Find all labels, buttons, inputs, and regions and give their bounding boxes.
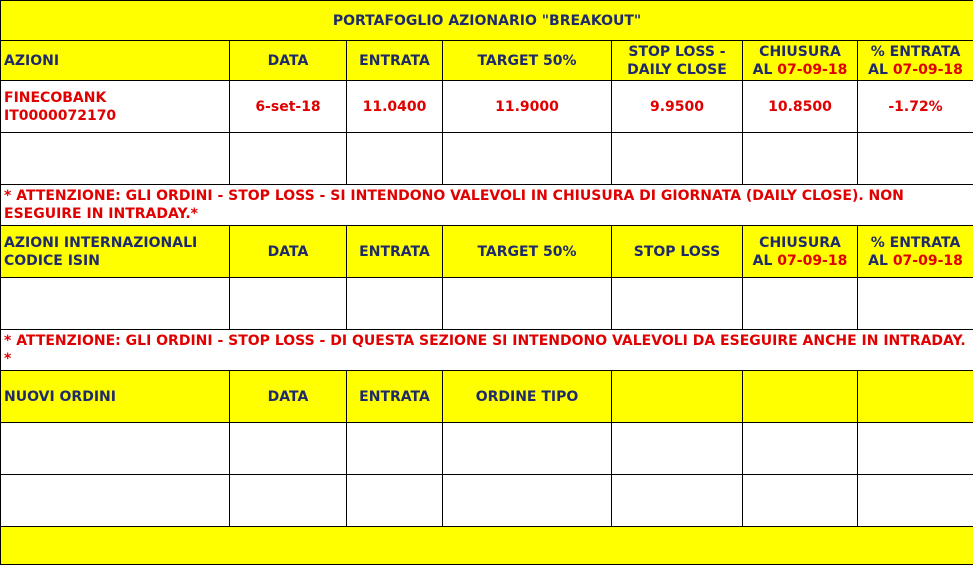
table-row bbox=[1, 423, 973, 475]
header-chiusura bbox=[743, 41, 858, 81]
empty-cell bbox=[443, 133, 612, 185]
empty-cell bbox=[858, 133, 973, 185]
header-stop-loss: STOP LOSS bbox=[612, 226, 743, 278]
header-stop-loss-line2: DAILY CLOSE bbox=[627, 61, 727, 78]
header-pct-line1: % ENTRATA bbox=[870, 43, 961, 60]
page-title: PORTAFOGLIO AZIONARIO "BREAKOUT" bbox=[1, 1, 973, 41]
header-chiusura bbox=[743, 226, 858, 278]
header-nuovi-ordini: NUOVI ORDINI bbox=[1, 371, 230, 423]
empty-cell bbox=[347, 423, 443, 475]
table-row bbox=[1, 81, 973, 133]
header-azioni: AZIONI bbox=[1, 41, 230, 81]
header-pct-date: 07-09-18 bbox=[892, 61, 963, 78]
empty-cell bbox=[1, 133, 230, 185]
cell-chiusura: 10.8500 bbox=[743, 81, 858, 133]
stock-name: FINECOBANK bbox=[4, 89, 107, 106]
cell-entrata: 11.0400 bbox=[347, 81, 443, 133]
empty-cell bbox=[612, 278, 743, 330]
empty-cell bbox=[230, 278, 347, 330]
header-chiusura-line1: CHIUSURA bbox=[759, 43, 841, 60]
header-data: DATA bbox=[230, 41, 347, 81]
header-pct-prefix: AL bbox=[868, 252, 893, 269]
empty-cell bbox=[743, 475, 858, 527]
header-stop-loss bbox=[612, 41, 743, 81]
empty-cell bbox=[612, 423, 743, 475]
empty-cell bbox=[858, 423, 973, 475]
empty-cell bbox=[347, 278, 443, 330]
header-empty bbox=[743, 371, 858, 423]
warning-note-daily-close: * ATTENZIONE: GLI ORDINI - STOP LOSS - SI INTENDONO VALEVOLI IN CHIUSURA DI GIORNATA (DAILY CLOSE). NON ESEGUIRE IN INTRADAY.* bbox=[1, 185, 973, 226]
header-pct-line2 bbox=[858, 61, 973, 79]
header-pct-entrata bbox=[858, 226, 973, 278]
header-target: TARGET 50% bbox=[443, 226, 612, 278]
header-entrata: ENTRATA bbox=[347, 41, 443, 81]
header-chiusura-line2 bbox=[743, 61, 857, 79]
empty-cell bbox=[612, 475, 743, 527]
header-pct-date: 07-09-18 bbox=[892, 252, 963, 269]
cell-pct: -1.72% bbox=[858, 81, 973, 133]
header-pct-entrata bbox=[858, 41, 973, 81]
header-chiusura-date: 07-09-18 bbox=[777, 252, 848, 269]
table-row bbox=[1, 278, 973, 330]
empty-cell bbox=[443, 423, 612, 475]
header-empty bbox=[858, 371, 973, 423]
empty-cell bbox=[443, 475, 612, 527]
table-row bbox=[1, 133, 973, 185]
empty-cell bbox=[743, 278, 858, 330]
empty-cell bbox=[443, 278, 612, 330]
header-chiusura-line1: CHIUSURA bbox=[759, 234, 841, 251]
empty-cell bbox=[858, 278, 973, 330]
header-chiusura-prefix: AL bbox=[752, 252, 778, 269]
cell-stock-name bbox=[1, 81, 230, 133]
empty-cell bbox=[612, 133, 743, 185]
cell-data: 6-set-18 bbox=[230, 81, 347, 133]
empty-cell bbox=[230, 475, 347, 527]
empty-cell bbox=[858, 475, 973, 527]
header-data: DATA bbox=[230, 371, 347, 423]
header-azioni-internazionali bbox=[1, 226, 230, 278]
footer-bar bbox=[1, 527, 973, 565]
header-pct-line2 bbox=[858, 252, 973, 270]
empty-cell bbox=[347, 133, 443, 185]
header-stop-loss-line1: STOP LOSS - bbox=[628, 43, 726, 60]
header-target: TARGET 50% bbox=[443, 41, 612, 81]
header-data: DATA bbox=[230, 226, 347, 278]
empty-cell bbox=[1, 475, 230, 527]
table-row bbox=[1, 475, 973, 527]
header-azioni-int-line2: CODICE ISIN bbox=[4, 252, 100, 269]
header-chiusura-prefix: AL bbox=[752, 61, 778, 78]
cell-stop-loss: 9.9500 bbox=[612, 81, 743, 133]
empty-cell bbox=[1, 278, 230, 330]
header-chiusura-date: 07-09-18 bbox=[777, 61, 848, 78]
empty-cell bbox=[1, 423, 230, 475]
empty-cell bbox=[743, 423, 858, 475]
header-pct-prefix: AL bbox=[868, 61, 893, 78]
header-azioni-int-line1: AZIONI INTERNAZIONALI bbox=[4, 234, 198, 251]
empty-cell bbox=[347, 475, 443, 527]
header-chiusura-line2 bbox=[743, 252, 857, 270]
header-entrata: ENTRATA bbox=[347, 371, 443, 423]
empty-cell bbox=[743, 133, 858, 185]
empty-cell bbox=[230, 133, 347, 185]
header-empty bbox=[612, 371, 743, 423]
warning-note-intraday: * ATTENZIONE: GLI ORDINI - STOP LOSS - DI QUESTA SEZIONE SI INTENDONO VALEVOLI DA ESEGUIRE ANCHE IN INTRADAY. * bbox=[1, 330, 973, 371]
cell-target: 11.9000 bbox=[443, 81, 612, 133]
header-entrata: ENTRATA bbox=[347, 226, 443, 278]
header-ordine-tipo: ORDINE TIPO bbox=[443, 371, 612, 423]
empty-cell bbox=[230, 423, 347, 475]
header-pct-line1: % ENTRATA bbox=[870, 234, 961, 251]
stock-isin: IT0000072170 bbox=[4, 107, 117, 124]
